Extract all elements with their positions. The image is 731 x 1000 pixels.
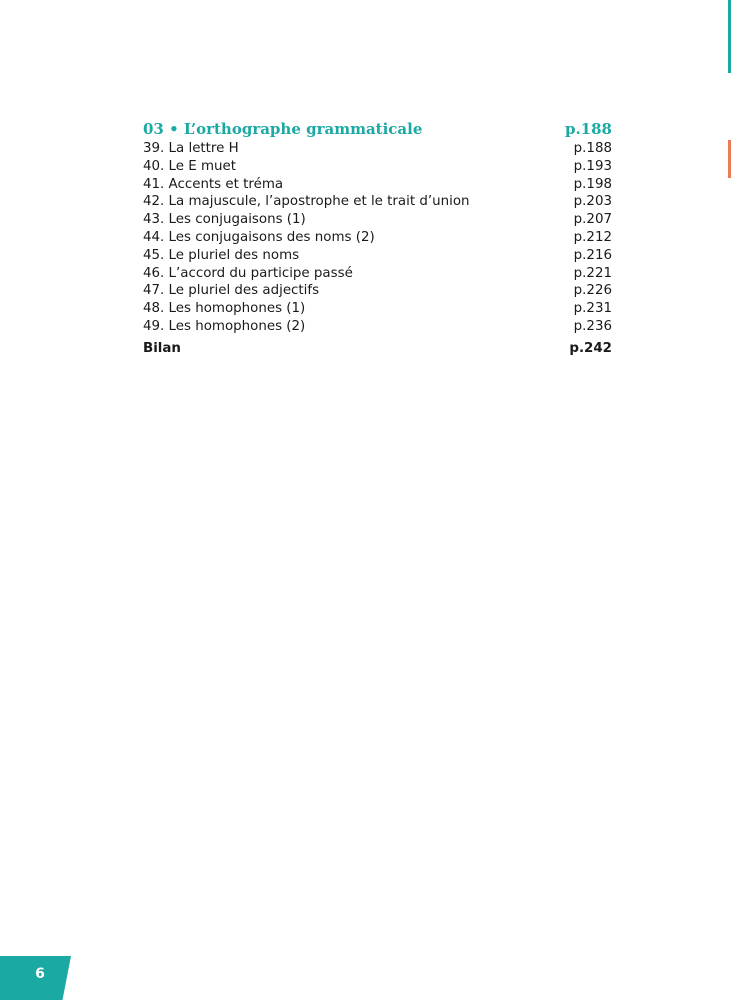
chapter-label: 49. Les homophones (2): [143, 318, 306, 334]
chapter-page: p.188: [573, 141, 612, 156]
section-title: 03 • L’orthographe grammaticale: [143, 120, 423, 138]
chapter-page: p.193: [573, 158, 612, 174]
chapter-item[interactable]: [143, 300, 612, 318]
chapter-item[interactable]: [143, 282, 612, 300]
chapter-label: 44. Les conjugaisons des noms (2): [143, 229, 375, 245]
bilan-label: Bilan: [143, 340, 181, 356]
chapter-label: 40. Le E muet: [143, 158, 237, 174]
chapter-item[interactable]: [143, 265, 612, 283]
chapter-label: 48. Les homophones (1): [143, 301, 306, 317]
bilan-page: p.242: [569, 340, 612, 356]
chapter-page: p.212: [573, 229, 612, 245]
chapter-item[interactable]: [143, 211, 612, 229]
table-of-contents: [143, 118, 612, 358]
chapter-label: 39. La lettre H: [143, 141, 239, 156]
chapter-label: 43. Les conjugaisons (1): [143, 212, 306, 228]
chapter-label: 42. La majuscule, l’apostrophe et le trait d’union: [143, 194, 470, 210]
chapter-list: [143, 140, 612, 336]
bilan-row[interactable]: [143, 340, 612, 358]
chapter-label: 41. Accents et tréma: [143, 176, 284, 192]
chapter-page: p.207: [573, 212, 612, 228]
chapter-page: p.226: [573, 283, 612, 299]
chapter-label: 47. Le pluriel des adjectifs: [143, 283, 320, 299]
chapter-page: p.198: [573, 176, 612, 192]
chapter-page: p.216: [573, 247, 612, 263]
chapter-item[interactable]: [143, 247, 612, 265]
chapter-item[interactable]: [143, 318, 612, 336]
section-heading[interactable]: [143, 118, 612, 140]
chapter-item[interactable]: [143, 158, 612, 176]
chapter-item[interactable]: [143, 193, 612, 211]
section-page: p.188: [564, 120, 612, 138]
chapter-item[interactable]: [143, 176, 612, 194]
chapter-item[interactable]: [143, 229, 612, 247]
chapter-label: 46. L’accord du participe passé: [143, 265, 353, 281]
chapter-page: p.203: [573, 194, 612, 210]
chapter-label: 45. Le pluriel des noms: [143, 247, 300, 263]
chapter-page: p.236: [573, 318, 612, 334]
chapter-item[interactable]: [143, 140, 612, 158]
page-number: 6: [35, 966, 45, 982]
chapter-page: p.231: [573, 301, 612, 317]
chapter-page: p.221: [573, 265, 612, 281]
